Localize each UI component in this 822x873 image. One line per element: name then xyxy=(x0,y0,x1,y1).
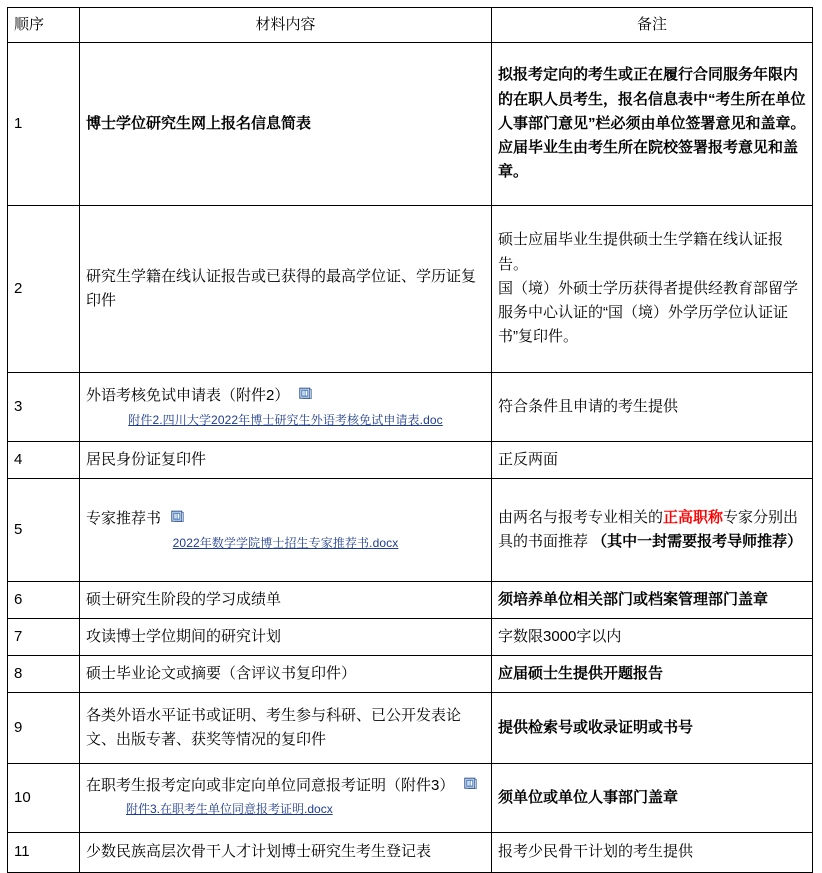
row-note-part-bold: （其中一封需要报考导师推荐） xyxy=(592,533,803,550)
table-row xyxy=(8,442,813,479)
row-seq-number: 4 xyxy=(8,442,80,479)
row-content-cell xyxy=(80,833,492,873)
attachment-filename-link[interactable]: 附件2.四川大学2022年博士研究生外语考核免试申请表.doc xyxy=(128,412,443,427)
row-note-text: 须培养单位相关部门或档案管理部门盖章 xyxy=(498,590,769,608)
row-content-text: 外语考核免试申请表（附件2） xyxy=(86,387,290,405)
row-content-cell xyxy=(80,206,492,373)
row-content-cell xyxy=(80,43,492,206)
header-cell-content: 材料内容 xyxy=(80,8,492,43)
attachment-link-row[interactable] xyxy=(86,410,485,430)
row-note-text: 正反两面 xyxy=(498,450,559,468)
row-seq-number: 2 xyxy=(8,206,80,373)
row-seq-number: 7 xyxy=(8,619,80,656)
table-row xyxy=(8,43,813,206)
row-content-text: 居民身份证复印件 xyxy=(86,450,207,468)
row-note-text: 报考少民骨干计划的考生提供 xyxy=(498,843,694,861)
row-note-cell xyxy=(492,833,813,873)
row-seq-number: 3 xyxy=(8,373,80,442)
row-note-cell xyxy=(492,442,813,479)
row-content-text: 各类外语水平证书或证明、考生参与科研、已公开发表论文、出版专著、获奖等情况的复印件 xyxy=(86,706,462,748)
table-header-row xyxy=(8,8,813,43)
row-note-text-line2: 国（境）外硕士学历获得者提供经教育部留学服务中心认证的“国（境）外学历学位认证证书”复印件。 xyxy=(498,279,799,346)
table-row xyxy=(8,833,813,873)
row-content-cell xyxy=(80,373,492,442)
row-note-text: 拟报考定向的考生或正在履行合同服务年限内的在职人员考生，报名信息表中“考生所在单位人事部门意见”栏必须由单位签署意见和盖章。应届毕业生由考生所在院校签署报考意见和盖章。 xyxy=(498,66,806,181)
attachment-filename-link[interactable]: 2022年数学学院博士招生专家推荐书.docx xyxy=(172,535,399,550)
row-note-part-highlight: 正高职称 xyxy=(663,508,724,526)
row-content-text: 专家推荐书 xyxy=(86,510,162,528)
row-note-cell xyxy=(492,43,813,206)
row-note-cell xyxy=(492,206,813,373)
row-content-cell xyxy=(80,693,492,764)
row-seq-number: 11 xyxy=(8,833,80,873)
row-note-text: 硕士应届毕业生提供硕士生学籍在线认证报告。 xyxy=(498,231,784,273)
word-doc-icon[interactable] xyxy=(171,510,186,525)
table-row xyxy=(8,206,813,373)
row-content-text: 博士学位研究生网上报名信息简表 xyxy=(86,114,312,132)
table-row xyxy=(8,764,813,833)
row-note-cell xyxy=(492,693,813,764)
header-cell-note: 备注 xyxy=(492,8,813,43)
row-seq-number: 6 xyxy=(8,582,80,619)
materials-table xyxy=(7,7,813,873)
row-seq-number: 8 xyxy=(8,656,80,693)
row-seq-number: 10 xyxy=(8,764,80,833)
attachment-link-row[interactable] xyxy=(86,533,485,553)
word-doc-icon[interactable] xyxy=(299,387,314,402)
row-note-text: 须单位或单位人事部门盖章 xyxy=(498,788,679,806)
word-doc-icon[interactable] xyxy=(464,777,479,792)
table-row xyxy=(8,693,813,764)
row-content-cell xyxy=(80,764,492,833)
row-content-text: 硕士毕业论文或摘要（含评议书复印件） xyxy=(86,664,357,682)
table-row xyxy=(8,373,813,442)
row-seq-number: 1 xyxy=(8,43,80,206)
row-content-text: 硕士研究生阶段的学习成绩单 xyxy=(86,590,282,608)
row-content-text: 研究生学籍在线认证报告或已获得的最高学位证、学历证复印件 xyxy=(86,267,477,309)
row-note-text: 提供检索号或收录证明或书号 xyxy=(498,718,694,736)
row-note-cell xyxy=(492,764,813,833)
row-seq-number: 5 xyxy=(8,479,80,582)
table-row xyxy=(8,479,813,582)
table-row xyxy=(8,582,813,619)
table-row xyxy=(8,619,813,656)
row-content-text: 少数民族高层次骨干人才计划博士研究生考生登记表 xyxy=(86,843,432,861)
row-note-part-0: 由两名与报考专业相关的 xyxy=(498,508,664,526)
row-note-text: 字数限3000字以内 xyxy=(498,627,622,645)
row-content-text: 在职考生报考定向或非定向单位同意报考证明（附件3） xyxy=(86,776,455,794)
row-note-cell xyxy=(492,373,813,442)
row-content-cell xyxy=(80,479,492,582)
header-cell-seq: 顺序 xyxy=(8,8,80,43)
row-note-part-2: 专家分别出具的书面推荐 xyxy=(498,508,799,550)
row-note-text: 应届硕士生提供开题报告 xyxy=(498,664,664,682)
row-content-cell xyxy=(80,619,492,656)
row-note-cell xyxy=(492,619,813,656)
row-note-text: 符合条件且申请的考生提供 xyxy=(498,397,679,415)
row-content-cell xyxy=(80,442,492,479)
table-row xyxy=(8,656,813,693)
row-seq-number: 9 xyxy=(8,693,80,764)
row-content-text: 攻读博士学位期间的研究计划 xyxy=(86,627,282,645)
row-note-cell xyxy=(492,656,813,693)
row-content-cell xyxy=(80,582,492,619)
row-content-cell xyxy=(80,656,492,693)
attachment-filename-link[interactable]: 附件3.在职考生单位同意报考证明.docx xyxy=(126,802,333,817)
row-note-cell xyxy=(492,582,813,619)
row-note-cell xyxy=(492,479,813,582)
